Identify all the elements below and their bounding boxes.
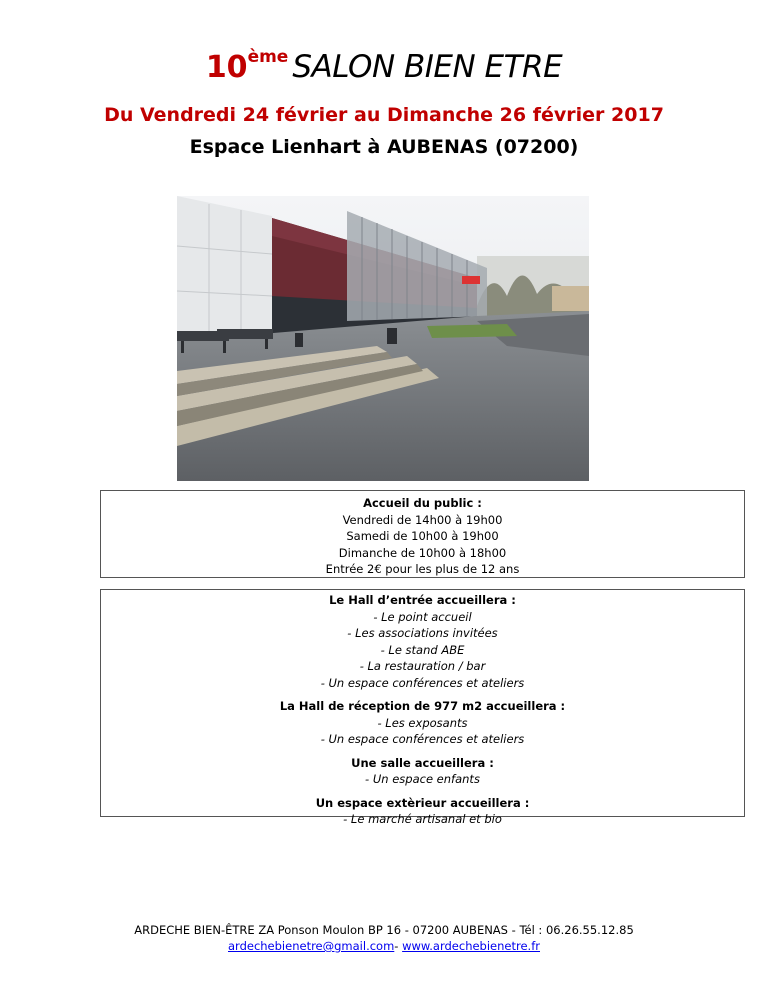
reception-hall-heading: La Hall de réception de 977 m2 accueillera : (279, 699, 566, 713)
venue-photo (177, 196, 589, 481)
footer-links (0, 938, 768, 954)
footer-separator: - (394, 939, 403, 953)
entry-price: Entrée 2€ pour les plus de 12 ans (325, 562, 520, 576)
list-item: - La restauration / bar (359, 659, 486, 673)
outdoor-heading: Un espace extèrieur accueillera : (315, 795, 530, 810)
opening-hours-heading: Accueil du public : (363, 496, 482, 510)
email-link[interactable]: ardechebienetre@gmail.com (228, 939, 395, 953)
salon-title: SALON BIEN ETRE (292, 49, 563, 85)
list-item: - Le point accueil (373, 609, 472, 624)
footer (0, 922, 768, 954)
list-item: - Le stand ABE (380, 642, 465, 657)
website-link[interactable]: www.ardechebienetre.fr (402, 939, 540, 953)
areas-box (100, 589, 745, 826)
footer-address: ARDECHE BIEN-ÊTRE ZA Ponson Moulon BP 16 - 07200 AUBENAS - Tél : 06.26.55.12.85 (134, 923, 634, 937)
event-venue: Espace Lienhart à AUBENAS (07200) (189, 136, 579, 158)
list-item: - Le marché artisanal et bio (343, 812, 502, 826)
hours-friday: Vendredi de 14h00 à 19h00 (342, 512, 503, 527)
event-title (0, 47, 768, 85)
hours-saturday: Samedi de 10h00 à 19h00 (346, 529, 499, 543)
event-dates: Du Vendredi 24 février au Dimanche 26 février 2017 (104, 104, 664, 126)
list-item: - Un espace conférences et ateliers (320, 675, 525, 690)
opening-hours-box (100, 490, 745, 578)
list-item: - Les exposants (377, 715, 468, 730)
entrance-hall-heading: Le Hall d’entrée accueillera : (329, 593, 516, 607)
room-heading: Une salle accueillera : (351, 755, 494, 770)
hours-sunday: Dimanche de 10h00 à 18h00 (338, 545, 507, 560)
list-item: - Les associations invitées (347, 626, 498, 640)
edition-number: 10 (205, 50, 248, 85)
list-item: - Un espace conférences et ateliers (320, 732, 525, 746)
list-item: - Un espace enfants (365, 772, 480, 786)
edition-suffix: ème (247, 47, 289, 67)
